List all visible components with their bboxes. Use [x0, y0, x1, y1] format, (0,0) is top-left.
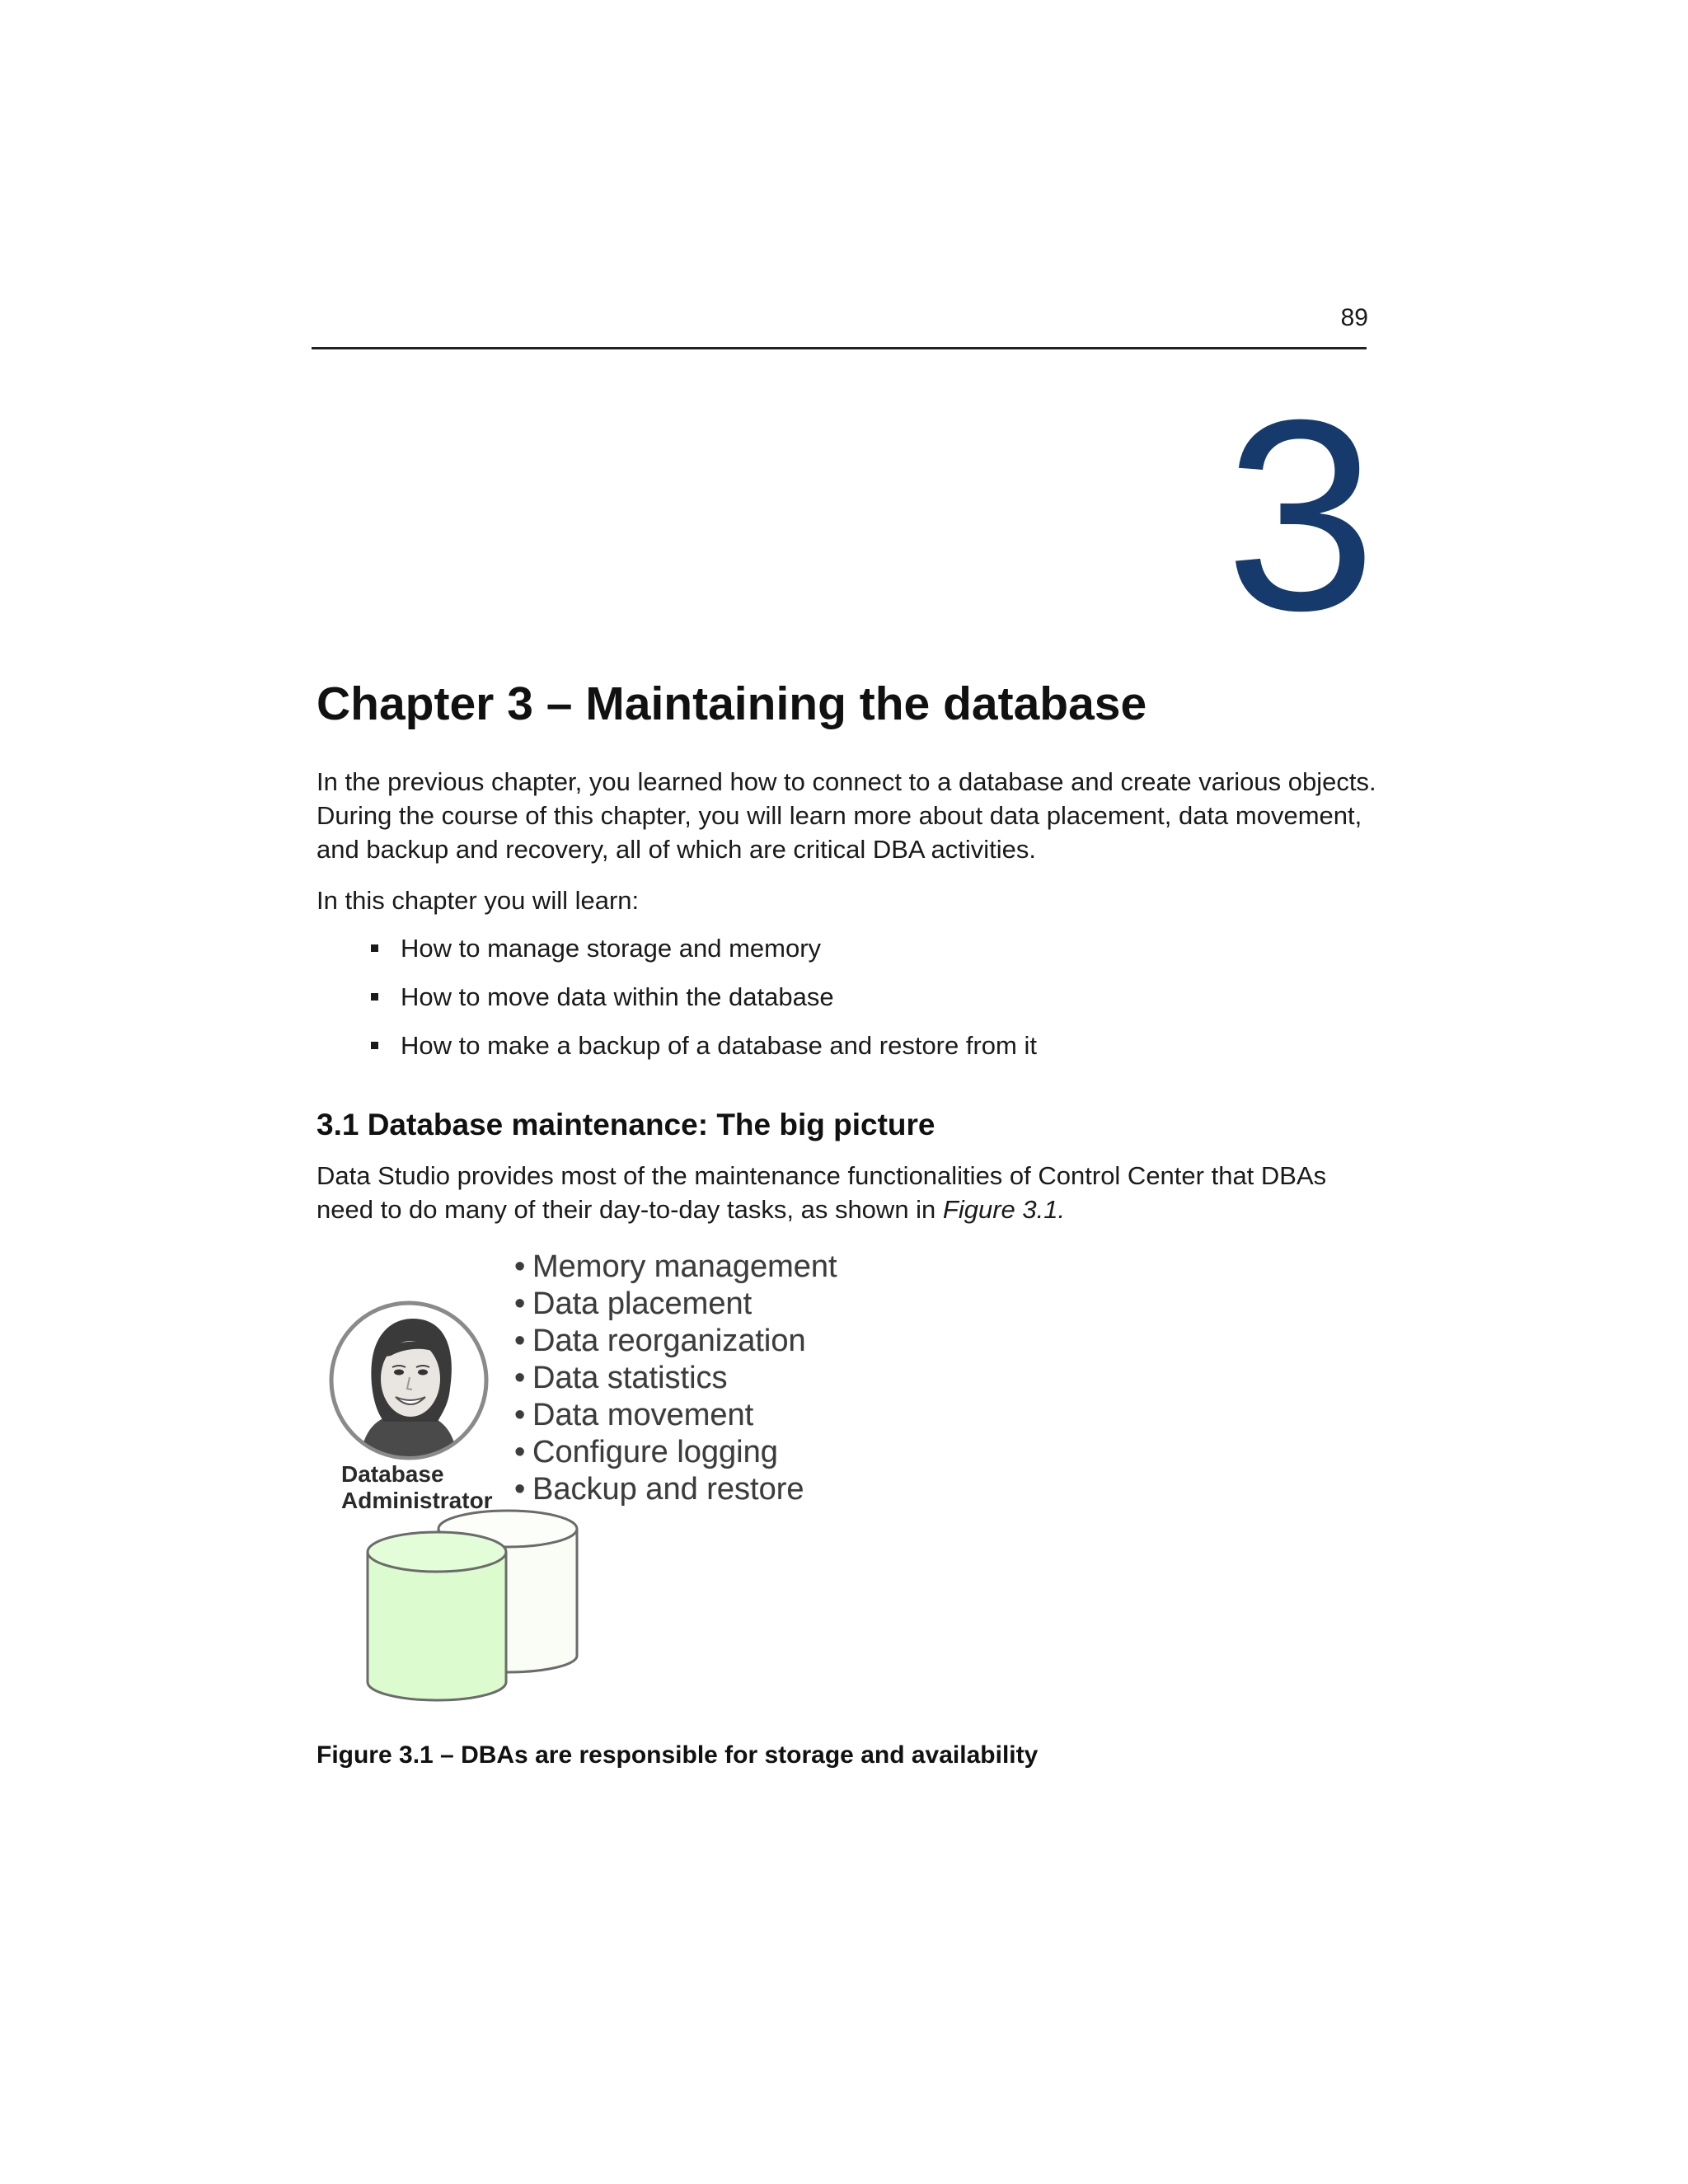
page-number: 89	[1340, 304, 1368, 331]
task-item: • Backup and restore	[514, 1472, 804, 1507]
role-label-line1: Database	[341, 1461, 444, 1487]
task-list	[514, 1249, 837, 1508]
task-item: • Data statistics	[514, 1361, 728, 1395]
task-item-text: Data reorganization	[532, 1324, 806, 1358]
square-bullet-icon	[371, 944, 378, 952]
task-item: • Data movement	[514, 1398, 754, 1432]
intro-paragraph: In the previous chapter, you learned how to connect to a database and create various objects. During the course of this chapter, you will learn more about data placement, data movement, and backup and recovery, all of which are critical DBA activities.	[316, 767, 1376, 864]
chapter-title: Chapter 3 – Maintaining the database	[316, 677, 1147, 730]
section-body-text: Data Studio provides most of the maintenance functionalities of Control Center that DBAs need to do many of their day-to-day tasks, as shown in	[316, 1161, 1327, 1224]
task-item-text: Data movement	[532, 1398, 754, 1432]
role-label-line2: Administrator	[341, 1488, 493, 1513]
task-item-text: Data placement	[532, 1286, 753, 1321]
figure-dba-tasks	[313, 1249, 874, 1710]
section-heading: 3.1 Database maintenance: The big picture	[316, 1108, 935, 1141]
square-bullet-icon	[371, 993, 378, 1001]
task-item-text: Backup and restore	[532, 1472, 804, 1507]
learn-item	[371, 931, 1037, 980]
person-portrait-icon	[326, 1298, 491, 1463]
figure-reference: Figure 3.1.	[942, 1195, 1066, 1224]
task-item-text: Data statistics	[532, 1361, 728, 1395]
learn-lead: In this chapter you will learn:	[316, 886, 640, 915]
task-item: • Data placement	[514, 1286, 753, 1321]
learn-item	[371, 1029, 1037, 1077]
learn-list	[371, 931, 1037, 1077]
chapter-number: 3	[1225, 363, 1376, 667]
learn-item-text: How to move data within the database	[401, 982, 834, 1011]
figure-caption: Figure 3.1 – DBAs are responsible for storage and availability	[316, 1741, 1039, 1769]
task-item: • Memory management	[514, 1249, 837, 1284]
learn-item-text: How to manage storage and memory	[401, 934, 822, 963]
task-item-text: Memory management	[532, 1249, 837, 1284]
task-item: • Data reorganization	[514, 1324, 806, 1358]
square-bullet-icon	[371, 1042, 378, 1049]
task-item-text: Configure logging	[532, 1435, 778, 1469]
learn-item-text: How to make a backup of a database and restore from it	[401, 1031, 1037, 1060]
header-rule	[312, 347, 1367, 349]
section-paragraph	[316, 1159, 1380, 1226]
database-cylinders-icon	[364, 1502, 595, 1708]
learn-item	[371, 980, 1037, 1029]
task-item: • Configure logging	[514, 1435, 778, 1469]
